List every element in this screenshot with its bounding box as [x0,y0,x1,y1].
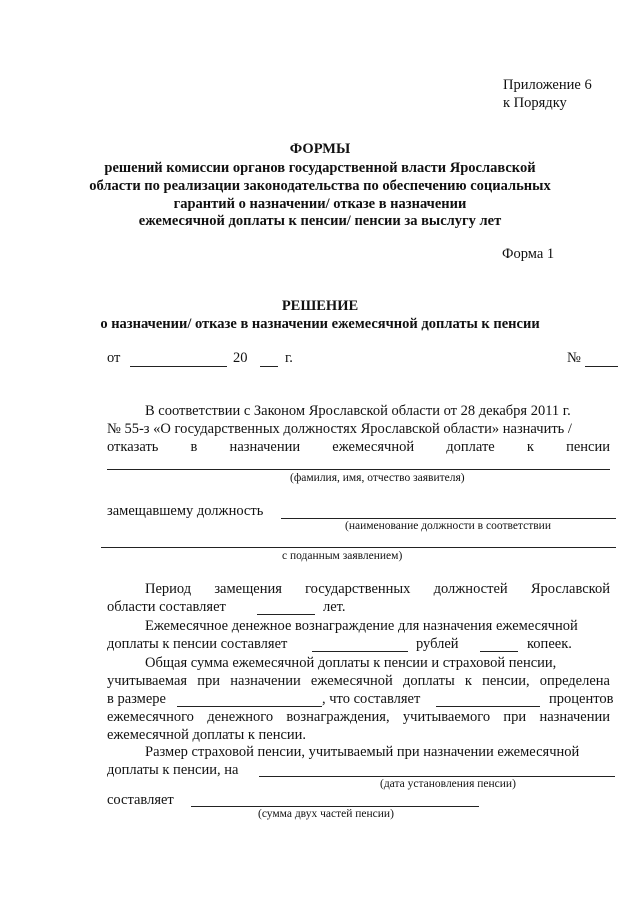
position-caption-2: с поданным заявлением) [282,550,403,562]
year-label: 20 [233,350,248,366]
salary-line-2-label: доплаты к пенсии составляет [107,636,288,652]
position-caption-1: (наименование должности в соответствии [345,520,551,532]
applicant-name-line[interactable] [107,469,610,470]
number-sign: № [567,350,581,366]
total-line-2: учитываемая при назначении ежемесячной доплаты к пенсии, определена [107,673,610,689]
intro-line-2: № 55-з «О государственных должностях Ярославской области» назначить / [107,421,572,437]
forms-title-line-1: решений комиссии органов государственной власти Ярославской [104,160,536,176]
pension-date-caption: (дата установления пенсии) [380,778,516,790]
forms-title-line-2: области по реализации законодательства по обеспечению социальных [89,178,551,194]
period-line-1: Период замещения государственных должностей Ярославской [145,581,610,597]
period-years-blank[interactable] [257,602,315,615]
salary-rub-blank[interactable] [312,639,408,652]
applicant-name-caption: (фамилия, имя, отчество заявителя) [290,472,465,484]
insurance-amount-label: составляет [107,792,174,808]
total-percent-unit: процентов [549,691,614,707]
year-blank[interactable] [260,354,278,367]
pension-sum-line[interactable] [191,806,479,807]
total-percent-blank[interactable] [436,694,540,707]
date-from-label: от [107,350,121,366]
salary-kop-unit: копеек. [527,636,572,652]
total-line-5: ежемесячной доплаты к пенсии. [107,727,307,743]
position-label: замещавшему должность [107,503,264,519]
total-line-1: Общая сумма ежемесячной доплаты к пенсии и страховой пенсии, [145,655,557,671]
forms-title-line-4: ежемесячной доплаты к пенсии/ пенсии за выслугу лет [138,213,502,229]
forms-heading: ФОРМЫ [289,141,351,157]
date-blank[interactable] [130,354,227,367]
salary-kop-blank[interactable] [480,639,518,652]
total-line-3-mid: , что составляет [322,691,421,707]
insurance-line-2-label: доплаты к пенсии, на [107,762,239,778]
year-suffix: г. [285,350,293,366]
number-blank[interactable] [585,354,618,367]
appendix-line-2: к Порядку [503,95,567,111]
forms-title-line-3: гарантий о назначении/ отказе в назначении [173,196,467,212]
total-amount-blank[interactable] [177,694,322,707]
appendix-line-1: Приложение 6 [503,77,592,93]
position-line[interactable] [281,518,616,519]
position-line-2[interactable] [101,547,616,548]
decision-heading: РЕШЕНИЕ [281,298,359,314]
period-line-2-label: области составляет [107,599,226,615]
intro-line-1: В соответствии с Законом Ярославской области от 28 декабря 2011 г. [145,403,571,419]
decision-subheading: о назначении/ отказе в назначении ежемесячной доплаты к пенсии [100,316,540,332]
insurance-line-1: Размер страховой пенсии, учитываемый при назначении ежемесячной [145,744,580,760]
pension-date-line[interactable] [259,776,615,777]
total-line-4: ежемесячного денежного вознаграждения, учитываемого при назначении [107,709,610,725]
period-years-unit: лет. [323,599,346,615]
pension-sum-caption: (сумма двух частей пенсии) [258,808,394,820]
form-label: Форма 1 [502,246,555,262]
intro-line-3: отказать в назначении ежемесячной доплате к пенсии [107,439,610,455]
salary-rub-unit: рублей [416,636,459,652]
salary-line-1: Ежемесячное денежное вознаграждение для назначения ежемесячной [145,618,578,634]
total-line-3-label: в размере [107,691,166,707]
